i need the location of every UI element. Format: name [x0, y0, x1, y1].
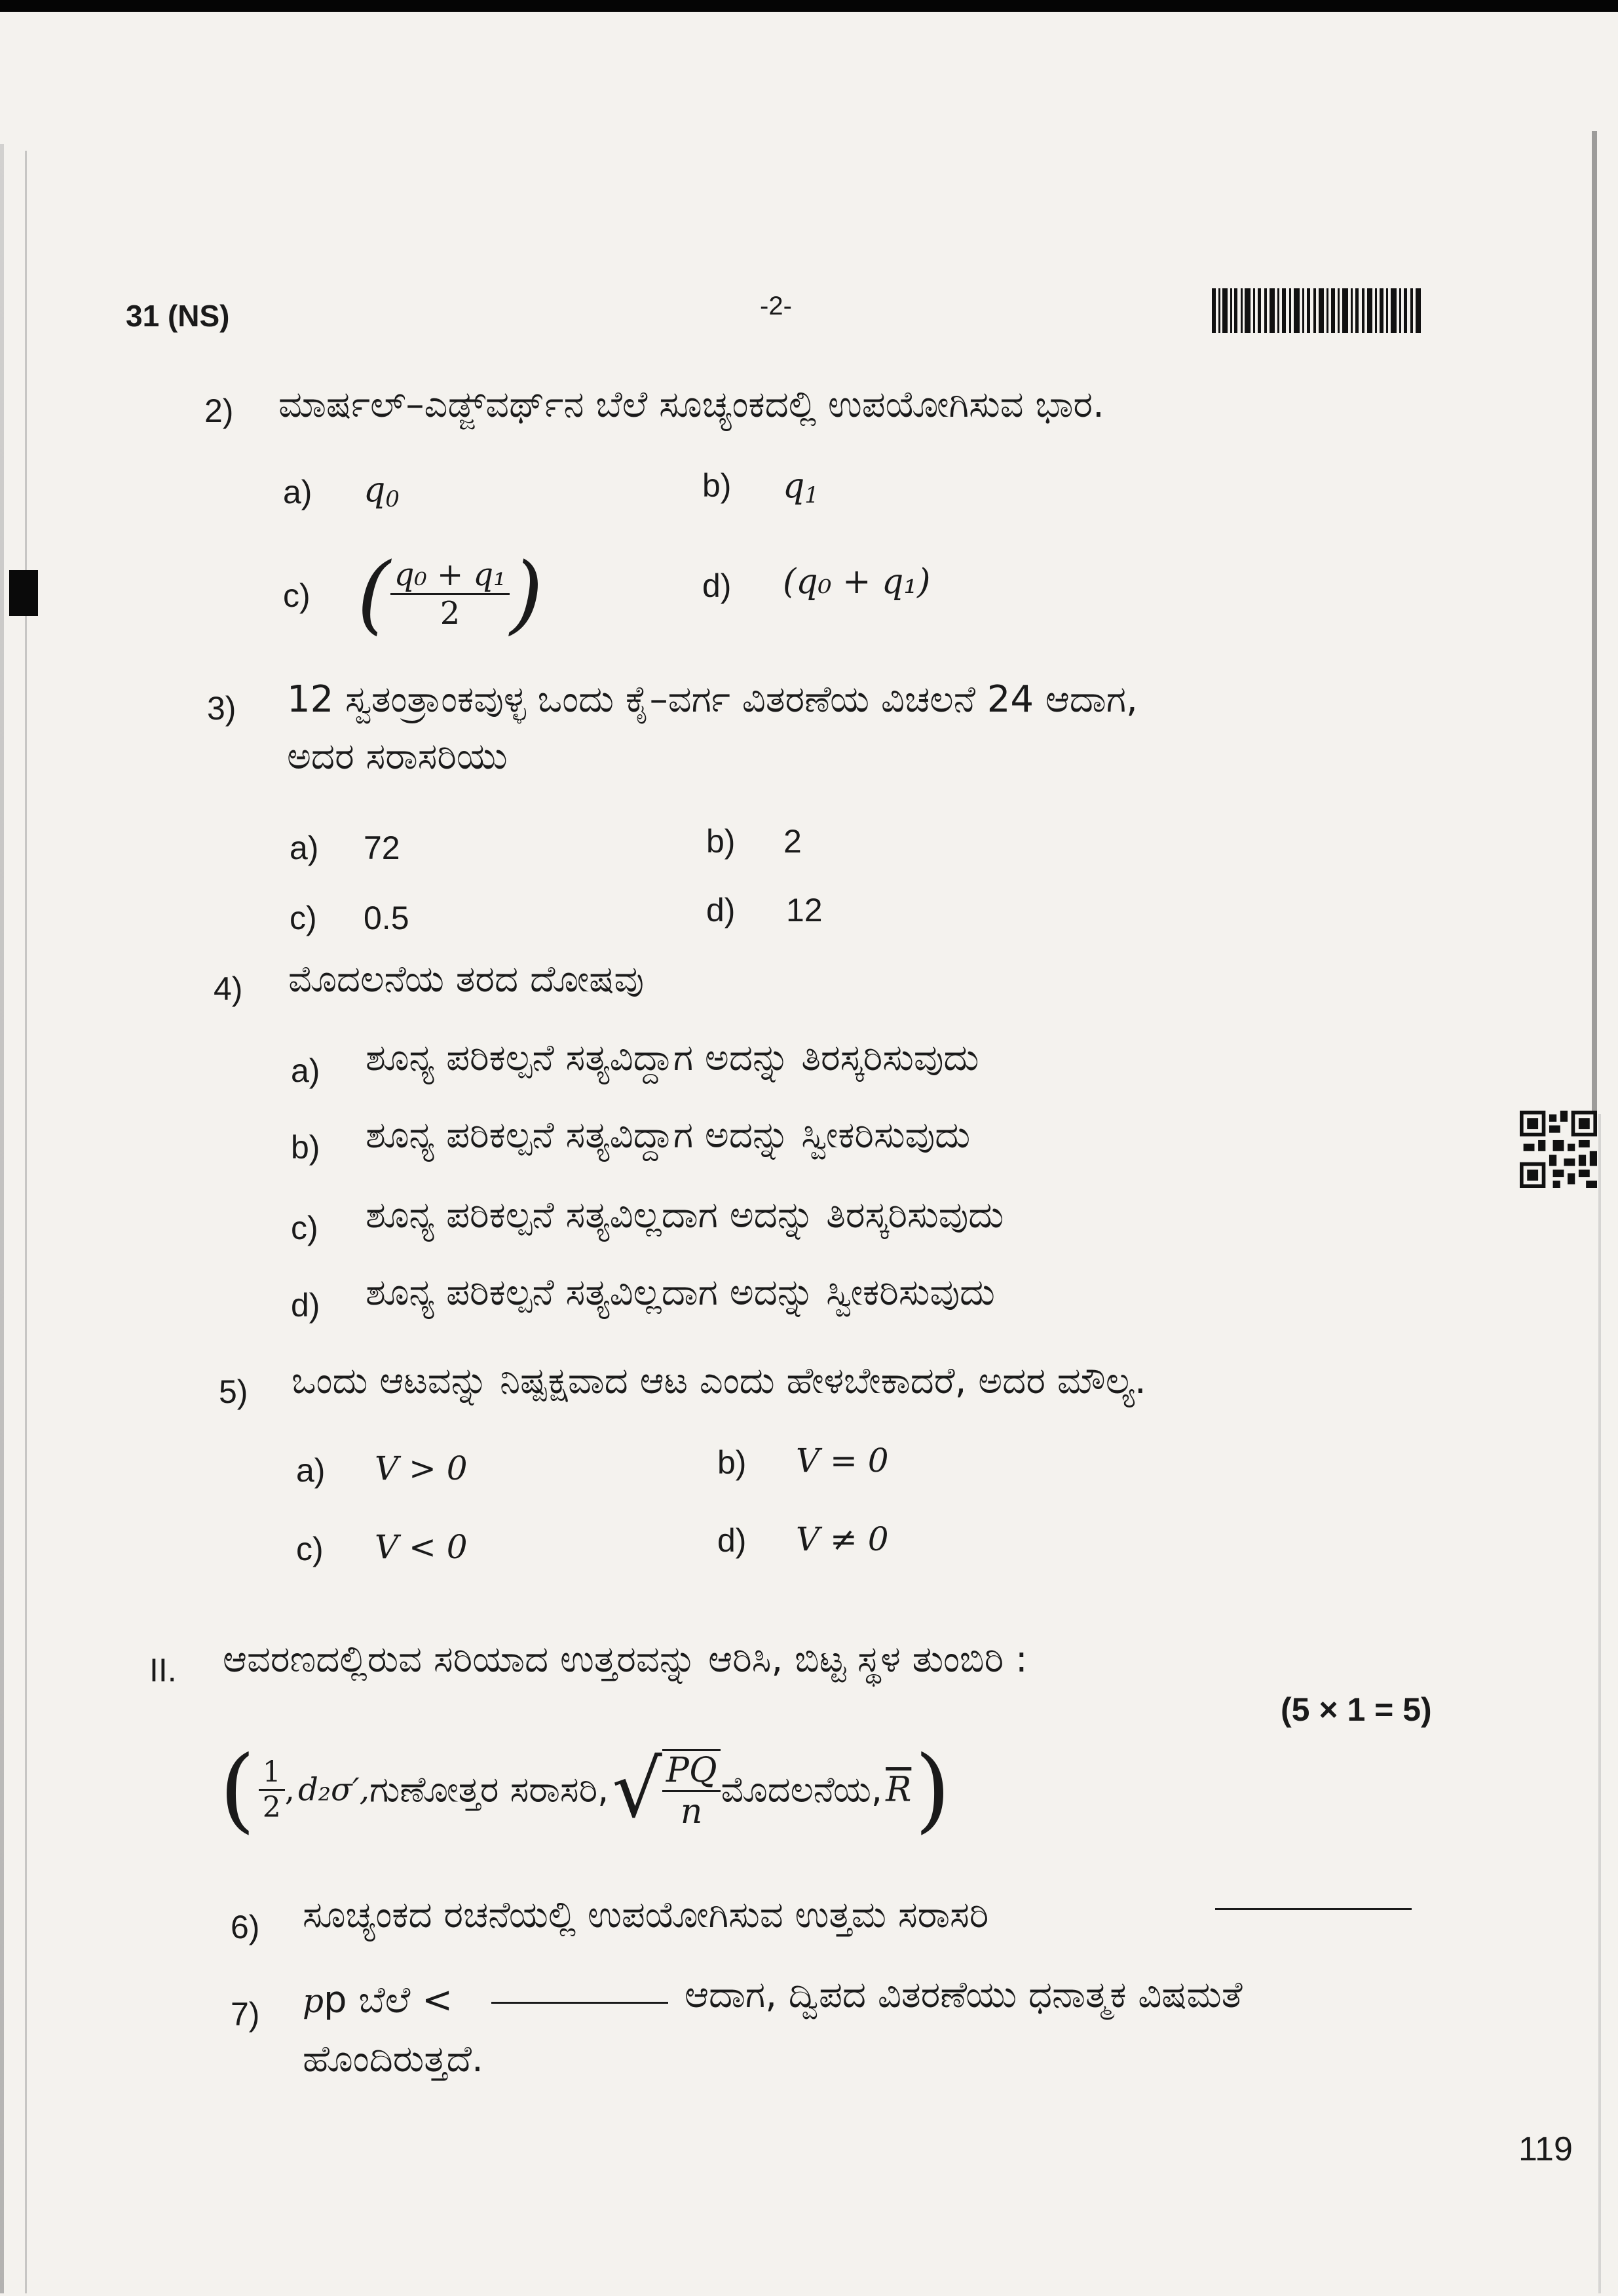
q3-option-b-value: 2 — [783, 823, 802, 860]
question-2-text: ಮಾರ್ಷಲ್–ಎಡ್ಜ್‌ವರ್ಥ್‌ನ ಬೆಲೆ ಸೂಚ್ಯಂಕದಲ್ಲಿ ಉಪಯೋಗಿಸುವ ಭಾರ. — [278, 383, 1104, 426]
q2-option-d-label: d) — [702, 567, 732, 604]
q5-option-c-label: c) — [296, 1531, 324, 1567]
right-scan-edge — [1592, 131, 1597, 1114]
q4-option-a-label: a) — [291, 1052, 320, 1089]
choice-r-bar: $\overline{R}$ — [886, 1770, 912, 1810]
q3-option-c-value: 0.5 — [364, 900, 409, 936]
question-7-suffix: ಆದಾಗ, ದ್ವಿಪದ ವಿತರಣೆಯು ಧನಾತ್ಮಕ ವಿಷಮತೆ — [685, 1974, 1243, 2016]
q5-option-d-label: d) — [717, 1522, 747, 1559]
question-5-text: ಒಂದು ಆಟವನ್ನು ನಿಷ್ಪಕ್ಷವಾದ ಆಟ ಎಂದು ಹೇಳಬೇಕಾದರೆ, ಅದರ ಮೌಲ್ಯ. — [292, 1360, 1146, 1402]
question-7-prefix: pp ಬೆಲೆ < — [303, 1979, 453, 2021]
choice-first: ಮೊದಲನೆಯ, — [721, 1769, 883, 1810]
question-4-number: 4) — [214, 970, 243, 1007]
q2-option-a-value: $q_0$ — [364, 470, 400, 512]
barcode-icon — [1212, 288, 1421, 333]
q4-option-b-value: ಶೂನ್ಯ ಪರಿಕಲ್ಪನೆ ಸತ್ಯವಿದ್ದಾಗ ಅದನ್ನು ಸ್ವೀಕರಿಸುವುದು — [366, 1114, 971, 1157]
question-2-number: 2) — [204, 392, 234, 429]
section-2-marks: (5 × 1 = 5) — [1281, 1691, 1432, 1728]
q2-option-c-label: c) — [283, 577, 310, 614]
question-6-number: 6) — [231, 1909, 260, 1945]
q4-option-c-value: ಶೂನ್ಯ ಪರಿಕಲ್ಪನೆ ಸತ್ಯವಿಲ್ಲದಾಗ ಅದನ್ನು ತಿರಸ್ಕರಿಸುವುದು — [366, 1194, 1004, 1236]
q4-option-c-label: c) — [291, 1210, 318, 1246]
q5-option-b-value: V = 0 — [796, 1442, 889, 1480]
paper-code: 31 (NS) — [126, 299, 230, 333]
q3-option-b-label: b) — [706, 823, 736, 860]
question-6-blank[interactable] — [1215, 1908, 1412, 1910]
q4-option-d-value: ಶೂನ್ಯ ಪರಿಕಲ್ಪನೆ ಸತ್ಯವಿಲ್ಲದಾಗ ಅದನ್ನು ಸ್ವೀಕರಿಸುವುದು — [366, 1271, 995, 1314]
q3-option-a-label: a) — [290, 830, 319, 866]
left-scan-edge — [0, 144, 4, 2293]
question-4-text: ಮೊದಲನೆಯ ತರದ ದೋಷವು — [288, 958, 645, 1001]
question-6-text: ಸೂಚ್ಯಂಕದ ರಚನೆಯಲ್ಲಿ ಉಪಯೋಗಿಸುವ ಉತ್ತಮ ಸರಾಸರಿ — [303, 1894, 989, 1936]
question-3-text-line2: ಅದರ ಸರಾಸರಿಯು — [287, 735, 508, 778]
question-3-number: 3) — [207, 690, 236, 727]
left-scan-edge-inner — [25, 151, 27, 2293]
question-7-number: 7) — [231, 1996, 260, 2033]
q4-option-d-label: d) — [291, 1287, 320, 1324]
section-2-choices: ( $\frac{1}{2}$ , d₂σ′,ಗುಣೋತ್ತರ ಸರಾಸರಿ, √ $\frac{PQ}{n}$ ಮೊದಲನೆಯ, $\overline{R}$ ) — [219, 1736, 951, 1843]
choice-half: $\frac{1}{2}$ — [259, 1755, 285, 1824]
q5-option-b-label: b) — [717, 1444, 747, 1481]
q2-option-c-value: ( $\frac{\text{q₀ + q₁}}{2}$ ) — [357, 544, 544, 643]
qr-code-icon — [1520, 1111, 1597, 1188]
question-7-blank[interactable] — [491, 2002, 668, 2004]
right-scan-edge-lower — [1598, 1114, 1601, 2293]
q2-option-d-value: (q₀ + q₁) — [783, 562, 931, 602]
registration-mark — [9, 570, 38, 616]
page-number: 119 — [1518, 2130, 1573, 2168]
page-marker: -2- — [760, 292, 792, 320]
question-7-line2: ಹೊಂದಿರುತ್ತದೆ. — [303, 2038, 483, 2080]
section-2-numeral: II. — [149, 1652, 177, 1689]
q3-option-c-label: c) — [290, 900, 317, 936]
q2-option-a-label: a) — [283, 474, 312, 510]
q3-option-d-value: 12 — [786, 892, 823, 928]
q3-option-a-value: 72 — [364, 830, 400, 866]
q5-option-c-value: V < 0 — [375, 1528, 468, 1566]
q3-option-d-label: d) — [706, 892, 736, 928]
q4-option-a-value: ಶೂನ್ಯ ಪರಿಕಲ್ಪನೆ ಸತ್ಯವಿದ್ದಾಗ ಅದನ್ನು ತಿರಸ್ಕರಿಸುವುದು — [366, 1037, 979, 1079]
q4-option-b-label: b) — [291, 1129, 320, 1166]
section-2-instruction: ಆವರಣದಲ್ಲಿರುವ ಸರಿಯಾದ ಉತ್ತರವನ್ನು ಆರಿಸಿ, ಬಿಟ್ಟ ಸ್ಥಳ ತುಂಬಿರಿ : — [223, 1638, 1028, 1681]
q2-option-b-value: $q_1$ — [783, 467, 819, 508]
question-5-number: 5) — [219, 1373, 248, 1410]
choice-sqrt-pq-n: √ $\frac{PQ}{n}$ — [612, 1744, 721, 1835]
top-scan-border — [0, 0, 1618, 12]
choice-d2-sigma: d₂σ′, — [298, 1771, 369, 1808]
q5-option-a-value: V > 0 — [375, 1449, 468, 1487]
question-3-text-line1: 12 ಸ್ವತಂತ್ರಾಂಕವುಳ್ಳ ಒಂದು ಕೈ–ವರ್ಗ ವಿತರಣೆಯ ವಿಚಲನೆ 24 ಆದಾಗ, — [287, 678, 1138, 721]
choice-geometric-mean: ಗುಣೋತ್ತರ ಸರಾಸರಿ, — [369, 1769, 609, 1810]
q5-option-a-label: a) — [296, 1452, 326, 1489]
q5-option-d-value: V ≠ 0 — [796, 1520, 889, 1558]
q2-option-b-label: b) — [702, 467, 732, 504]
